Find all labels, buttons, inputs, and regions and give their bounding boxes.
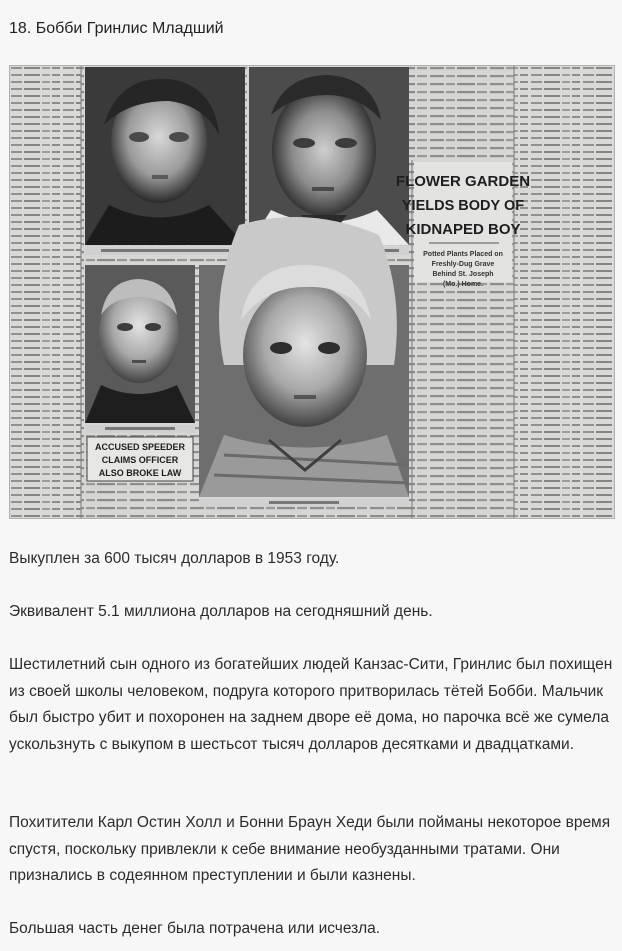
subhead-line-4: (Mo.) Home.: [442, 281, 484, 288]
subhead-line-2: Freshly-Dug Grave: [431, 261, 495, 268]
paragraph-kidnappers: Похитители Карл Остин Холл и Бонни Браун Хеди были пойманы некоторое время спустя, поскольку привлекли к себе внимание необузданными тратами. Они признались в содеянном преступлении и были казнены.: [9, 814, 611, 884]
boxed-headline-3: ALSO BROKE LAW: [98, 468, 182, 478]
paragraph-ransom: Выкуплен за 600 тысяч долларов в 1953 году.: [9, 550, 340, 567]
headline-line-1: FLOWER GARDEN: [395, 173, 531, 190]
boxed-headline-2: CLAIMS OFFICER: [101, 455, 179, 465]
newspaper-headline: [396, 162, 530, 288]
newspaper-boxed-headline: [87, 437, 193, 481]
headline-line-2: YIELDS BODY OF: [401, 198, 525, 214]
newspaper-clipping-image: [9, 65, 615, 519]
photo-man-thomas: [85, 265, 195, 433]
subhead-line-1: Potted Plants Placed on: [423, 251, 503, 258]
paragraph-story: Шестилетний сын одного из богатейших людей Канзас-Сити, Гринлис был похищен из своей школы человеком, подруга которого притворилась тётей Бобби. Мальчик был быстро убит и похоронен на заднем дворе её дома, но парочка всё же сумела ускользнуть с выкупом в шестьсот тысяч долларов десятками и двадцатками.: [9, 656, 613, 753]
article-title: 18. Бобби Гринлис Младший: [9, 20, 224, 37]
paragraph-equivalent: Эквивалент 5.1 миллиона долларов на сегодняшний день.: [9, 603, 433, 620]
boxed-headline-1: ACCUSED SPEEDER: [94, 442, 186, 452]
subhead-line-3: Behind St. Joseph: [432, 271, 494, 278]
headline-line-3: KIDNAPED BOY: [405, 221, 521, 238]
photo-woman: [85, 67, 245, 255]
paragraph-money: Большая часть денег была потрачена или исчезла.: [9, 920, 381, 937]
photo-boy-bobby-greenlease: [199, 217, 409, 507]
